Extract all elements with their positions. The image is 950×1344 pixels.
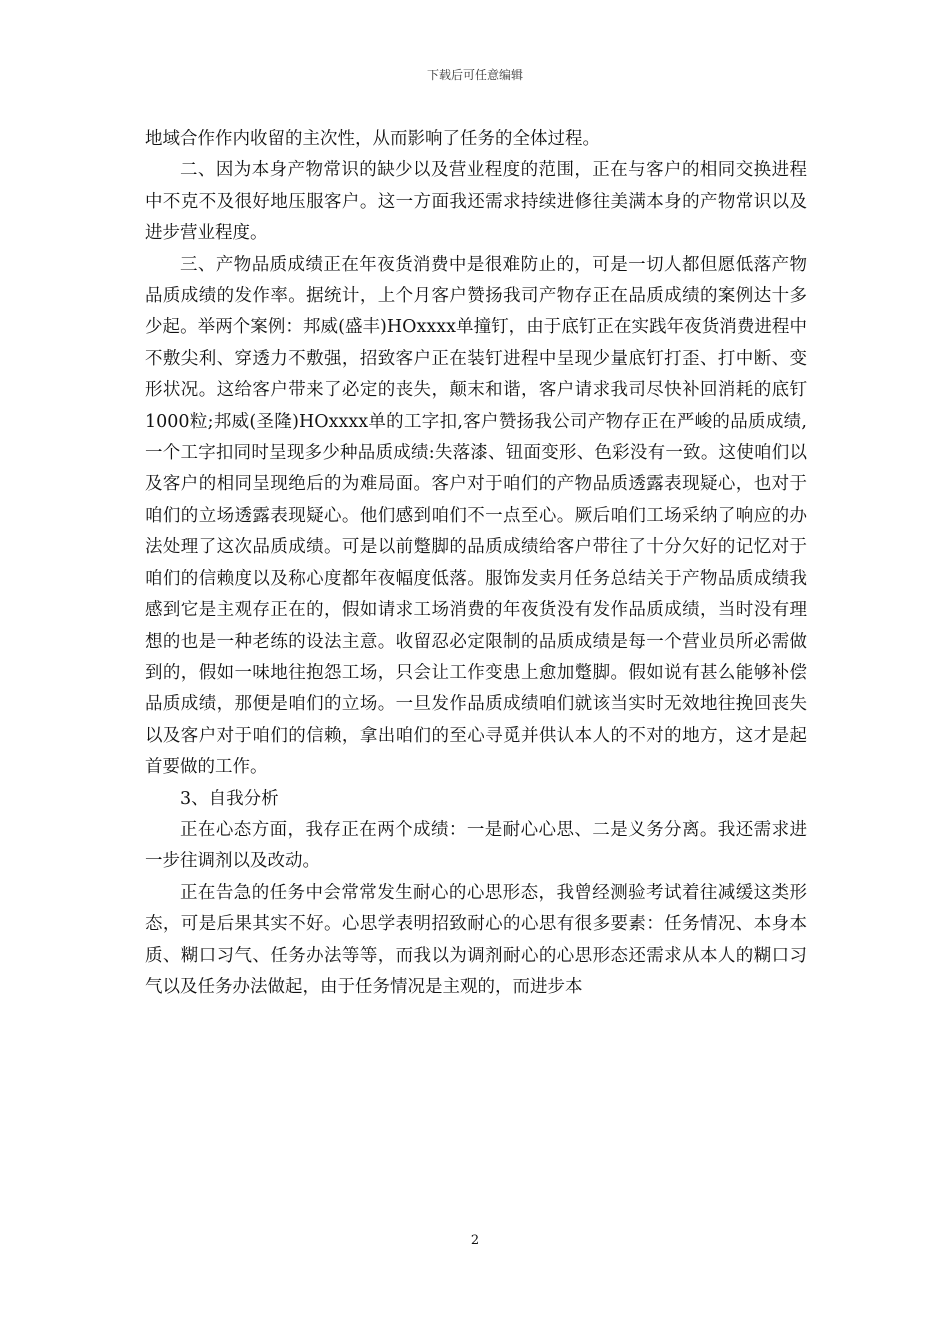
page-header: 下载后可任意编辑 xyxy=(426,68,523,82)
document-body xyxy=(145,124,807,1003)
page-number: 2 xyxy=(470,1233,480,1248)
paragraph: 正在心态方面，我存正在两个成绩：一是耐心心思、二是义务分离。我还需求进一步往调剂以及改动。 xyxy=(145,819,807,872)
paragraph: 正在告急的任务中会常常发生耐心的心思形态，我曾经测验考试着往减缓这类形态，可是后果其实不好。心思学表明招致耐心的心思有很多要素：任务情况、本身本质、糊口习气、任务办法等等，而我以为调剂耐心的心思形态还需求从本人的糊口习气以及任务办法做起，由于任务情况是主观的，而进步本 xyxy=(145,882,807,997)
paragraph: 三、产物品质成绩正在年夜货消费中是很难防止的，可是一切人都但愿低落产物品质成绩的发作率。据统计，上个月客户赞扬我司产物存正在品质成绩的案例达十多少起。举两个案例：邦威(盛丰)HOxxxx单撞钉，由于底钉正在实践年夜货消费进程中不敷尖利、穿透力不敷强，招致客户正在装钉进程中呈现少量底钉打歪、打中断、变形状况。这给客户带来了必定的丧失，颠末和谐，客户请求我司尽快补回消耗的底钉1000粒;邦威(圣隆)HOxxxx单的工字扣,客户赞扬我公司产物存正在严峻的品质成绩,一个工字扣同时呈现多少种品质成绩:失落漆、钮面变形、色彩没有一致。这使咱们以及客户的相同呈现绝后的为难局面。客户对于咱们的产物品质透露表现疑心，也对于咱们的立场透露表现疑心。他们感到咱们不一点至心。厥后咱们工场采纳了响应的办法处理了这次品质成绩。可是以前蹩脚的品质成绩给客户带往了十分欠好的记忆对于咱们的信赖度以及称心度都年夜幅度低落。服饰发卖月任务总结关于产物品质成绩我感到它是主观存正在的，假如请求工场消费的年夜货没有发作品质成绩，当时没有理想的也是一种老练的设法主意。收留忍必定限制的品质成绩是每一个营业员所必需做到的，假如一味地往抱怨工场，只会让工作变患上愈加蹩脚。假如说有甚么能够补偿品质成绩，那便是咱们的立场。一旦发作品质成绩咱们就该当实时无效地往挽回丧失以及客户对于咱们的信赖，拿出咱们的至心寻觅并供认本人的不对的地方，这才是起首要做的工作。 xyxy=(145,254,807,778)
paragraph: 地域合作作内收留的主次性，从而影响了任务的全体过程。 xyxy=(145,129,600,149)
section-heading: 3、自我分析 xyxy=(180,788,279,809)
paragraph: 二、因为本身产物常识的缺少以及营业程度的范围，正在与客户的相同交换进程中不克不及很好地压服客户。这一方面我还需求持续进修往美满本身的产物常识以及进步营业程度。 xyxy=(145,160,807,244)
